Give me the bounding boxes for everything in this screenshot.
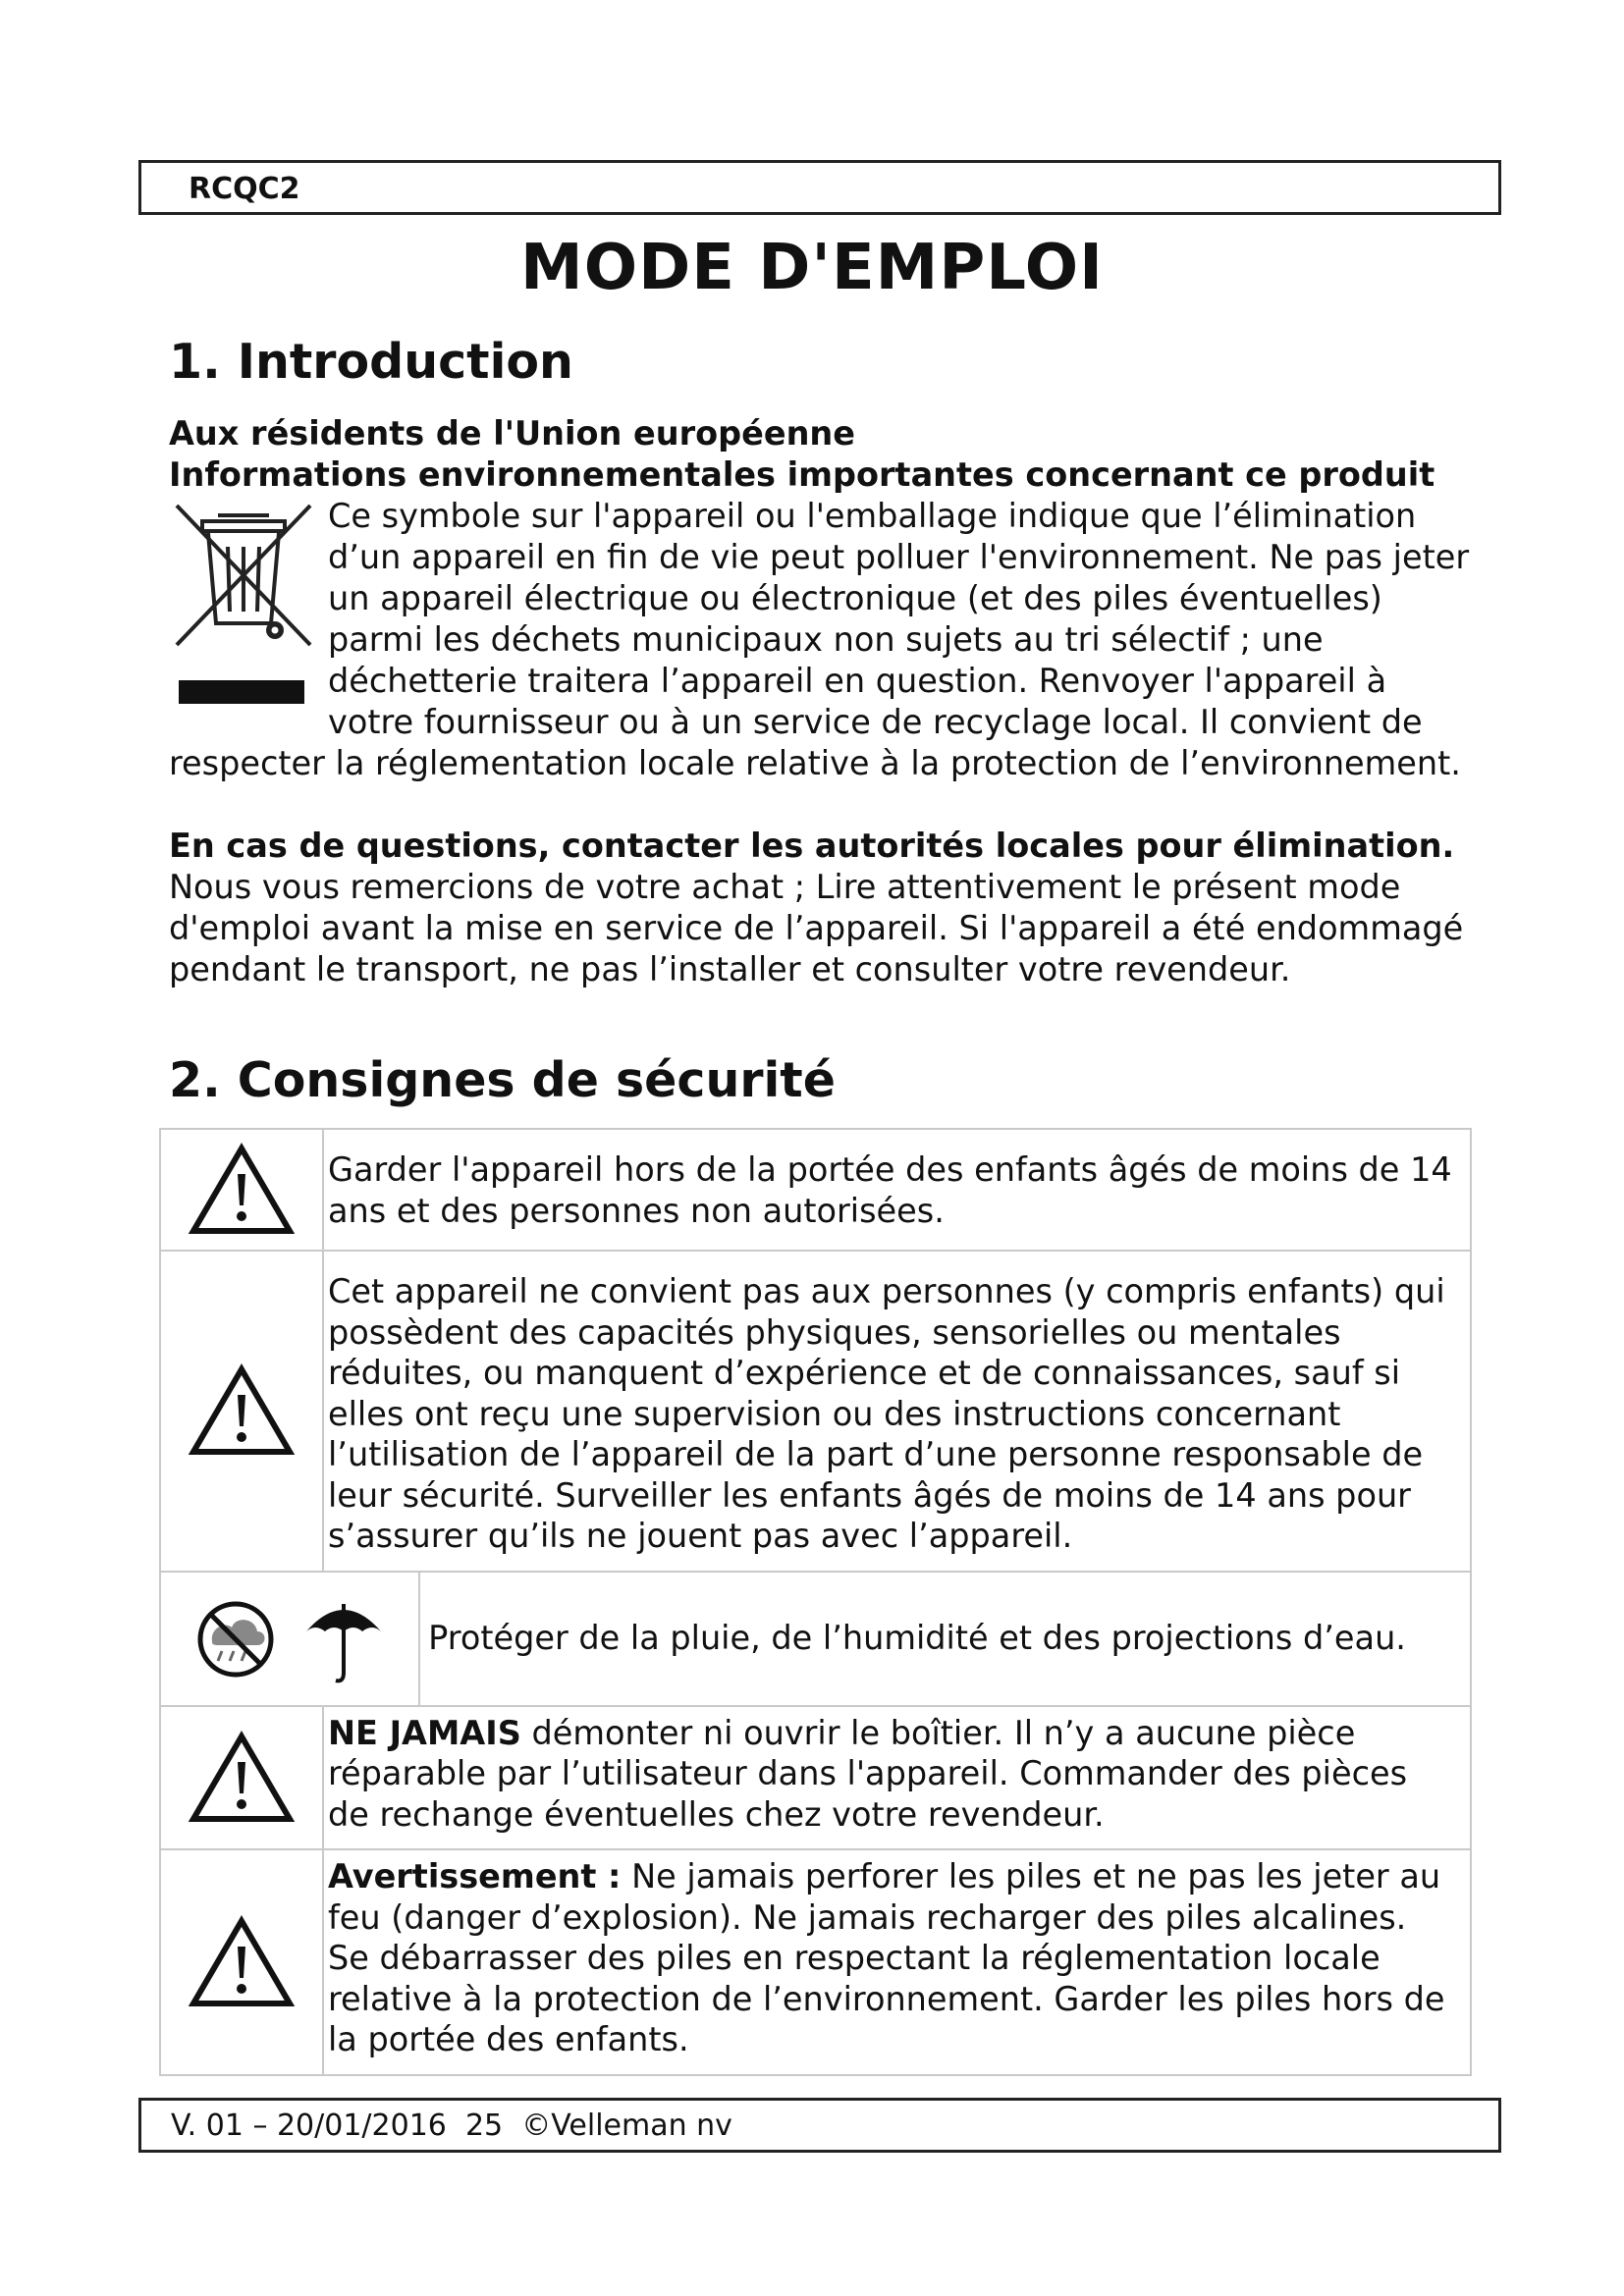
safety-row — [160, 1849, 1471, 2075]
no-rain-icon — [200, 1604, 271, 1675]
safety-text — [323, 1706, 1471, 1850]
safety-body: démonter ni ouvrir le boîtier. Il n’y a aucune pièce réparable par l’utilisateur dans l'appareil. Commander des pièces de rechange éventuelles chez votre revendeur. — [328, 1713, 1408, 1834]
warning-triangle-icon — [188, 1363, 296, 1458]
safety-text: Protéger de la pluie, de l’humidité et des projections d’eau. — [419, 1572, 1471, 1706]
page-title: MODE D'EMPLOI — [520, 232, 1104, 304]
safety-text: Cet appareil ne convient pas aux personnes (y compris enfants) qui possèdent des capacités physiques, sensorielles ou mentales réduites, ou manquent d’expérience et de connaissances, sauf si elles ont reçu une supervision ou des instructions concernant l’utilisation de l’appareil de la part d’une personne responsable de leur sécurité. Surveiller les enfants âgés de moins de 14 ans pour s’assurer qu’ils ne jouent pas avec l’appareil. — [323, 1251, 1471, 1572]
warning-triangle-icon — [188, 1915, 296, 2009]
weee-text: Ce symbole sur l'appareil ou l'emballage indique que l’élimination d’un appareil en fin de vie peut polluer l'environnement. Ne pas jeter un appareil électrique ou électronique (et des piles éventuelles) parmi les déchets municipaux non sujets au tri sélectif ; une déchetterie traitera l’appareil en question. Renvoyer l'appareil à votre fournisseur ou à un service de recyclage local. Il convient de respecter la réglementation locale relative à la protection de l’environnement. — [169, 497, 1470, 782]
safety-body: Ne jamais perforer les piles et ne pas les jeter au feu (danger d’explosion). Ne jamais recharger des piles alcalines. Se débarrasser des piles en respectant la réglementation locale relative à la protection de l’environnement. Garder les piles hors de la portée des enfants. — [328, 1857, 1445, 2058]
section-heading-introduction: 1. Introduction — [169, 334, 573, 390]
icon-cell — [160, 1251, 323, 1572]
umbrella-icon — [306, 1604, 381, 1681]
footer-box — [138, 2098, 1501, 2153]
icon-cell — [160, 1572, 419, 1706]
thanks-paragraph: Nous vous remercions de votre achat ; Lire attentivement le présent mode d'emploi avant la mise en service de l’appareil. Si l'appareil a été endommagé pendant le transport, ne pas l’installer et consulter votre revendeur. — [169, 868, 1464, 988]
safety-row — [160, 1251, 1471, 1572]
icon-cell — [160, 1849, 323, 2075]
safety-bold-lead: Avertissement : — [328, 1857, 622, 1896]
warning-triangle-icon — [188, 1143, 296, 1237]
safety-bold-lead: NE JAMAIS — [328, 1713, 521, 1752]
section-heading-safety: 2. Consignes de sécurité — [169, 1052, 836, 1108]
weee-crossed-bin-icon — [169, 498, 318, 719]
safety-text: Garder l'appareil hors de la portée des enfants âgés de moins de 14 ans et des personnes non autorisées. — [323, 1129, 1471, 1251]
safety-row — [160, 1706, 1471, 1850]
footer-version: V. 01 – 20/01/2016 25 ©Velleman nv — [171, 2109, 732, 2143]
safety-table — [159, 1128, 1472, 2076]
icon-cell — [160, 1706, 323, 1850]
header-box — [138, 160, 1501, 215]
eu-residents-heading: Aux résidents de l'Union européenne — [169, 414, 855, 453]
weee-notice — [169, 496, 1475, 784]
model-number: RCQC2 — [189, 172, 300, 206]
safety-text — [323, 1849, 1471, 2075]
safety-row — [160, 1129, 1471, 1251]
questions-notice: En cas de questions, contacter les autorités locales pour élimination. — [169, 827, 1455, 865]
environment-info-heading: Informations environnementales importantes concernant ce produit — [169, 455, 1435, 494]
safety-row — [160, 1572, 1471, 1706]
icon-cell — [160, 1129, 323, 1251]
warning-triangle-icon — [188, 1731, 296, 1825]
